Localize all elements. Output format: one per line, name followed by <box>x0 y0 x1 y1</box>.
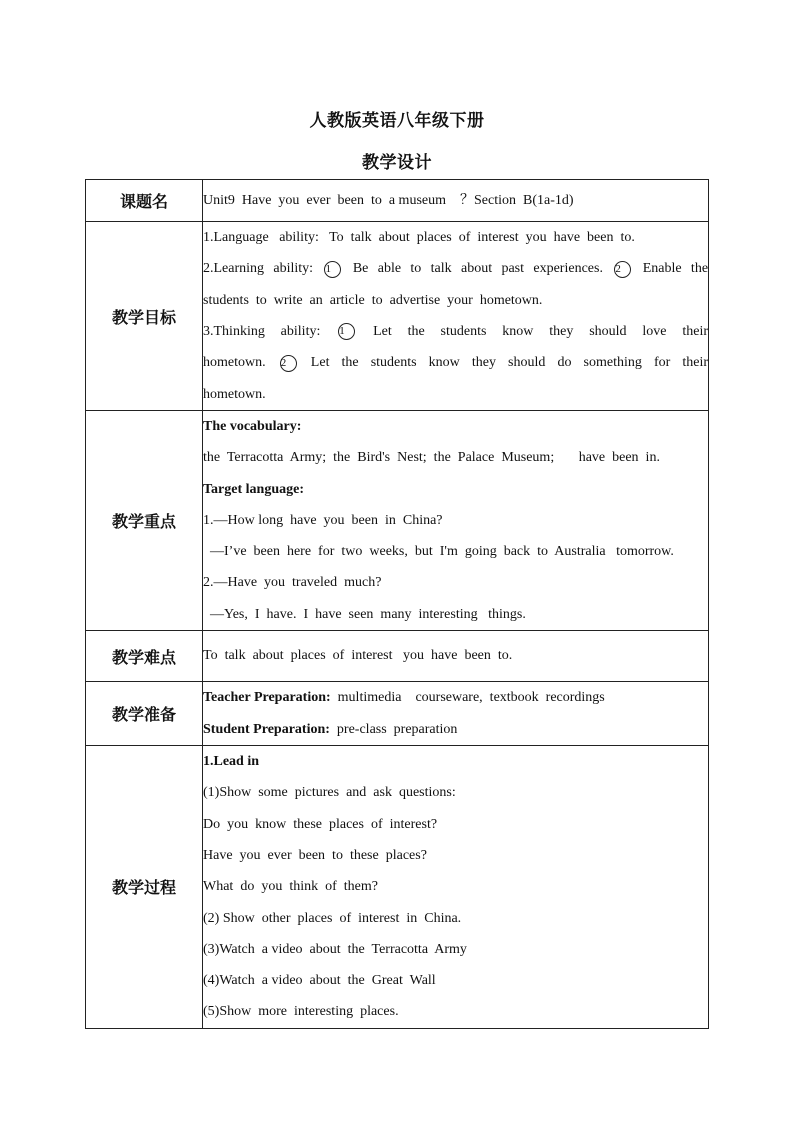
process-content <box>203 746 709 1029</box>
process-item: (3)Watch a video about the Terracotta Army <box>203 941 467 957</box>
objectives-label: 教学目标 <box>86 222 203 411</box>
process-label: 教学过程 <box>86 746 203 1029</box>
objective-text: Let the students know they should do something for their <box>310 355 709 371</box>
teacher-preparation <box>203 682 708 713</box>
objective-line <box>203 253 708 284</box>
student-preparation-label: Student Preparation: <box>203 721 330 737</box>
objective-line: students to write an article to advertise your hometown. <box>203 292 543 308</box>
dialogue-line: 1.—How long have you been in China? <box>203 512 443 528</box>
process-item: Do you know these places of interest? <box>203 816 438 832</box>
dialogue-line: —I’ve been here for two weeks, but I'm going back to Australia tomorrow. <box>210 544 674 560</box>
objective-text: Be able to talk about past experiences. <box>352 261 603 277</box>
objective-line: hometown. <box>203 386 266 402</box>
document-subtitle: 教学设计 <box>362 153 432 173</box>
table-row <box>86 631 709 682</box>
preparation-label: 教学准备 <box>86 682 203 746</box>
difficulties-text: To talk about places of interest you have been to. <box>203 648 513 664</box>
key-points-content <box>203 411 709 631</box>
objective-line <box>203 347 708 378</box>
document-title: 人教版英语八年级下册 <box>309 111 485 131</box>
objective-text: hometown. <box>203 355 266 371</box>
objective-text: Let the students know they should love their <box>373 324 709 339</box>
table-row <box>86 746 709 1029</box>
teacher-preparation-text: multimedia courseware, textbook recordings <box>337 690 605 706</box>
objectives-content <box>203 222 709 411</box>
circled-number: 2 <box>280 355 297 372</box>
topic-text: Unit9 Have you ever been to a museum ？Section B(1a-1d) <box>203 192 574 208</box>
circled-number: 2 <box>614 261 631 278</box>
key-points-label: 教学重点 <box>86 411 203 631</box>
vocabulary-heading: The vocabulary: <box>203 419 302 434</box>
target-language-heading: Target language: <box>203 481 304 497</box>
difficulties-content <box>203 631 709 682</box>
process-item: (2) Show other places of interest in China. <box>203 910 462 926</box>
process-item: Have you ever been to these places? <box>203 847 427 863</box>
objective-line <box>203 316 708 347</box>
process-item: (4)Watch a video about the Great Wall <box>203 973 436 989</box>
table-row <box>86 411 709 631</box>
process-item: (1)Show some pictures and ask questions: <box>203 785 456 801</box>
objective-line: 1.Language ability: To talk about places of interest you have been to. <box>203 230 635 246</box>
lesson-plan-table <box>85 179 709 1029</box>
objective-text: 3.Thinking ability: <box>203 324 321 339</box>
process-item: (5)Show more interesting places. <box>203 1004 399 1020</box>
process-item: What do you think of them? <box>203 879 378 895</box>
topic-content <box>203 180 709 222</box>
objective-text: Enable the <box>642 261 709 277</box>
objective-text: 2.Learning ability: <box>203 261 314 277</box>
topic-label: 课题名 <box>86 180 203 222</box>
difficulties-label: 教学难点 <box>86 631 203 682</box>
student-preparation-text: pre-class preparation <box>336 721 458 737</box>
student-preparation <box>203 714 708 745</box>
table-row <box>86 222 709 411</box>
teacher-preparation-label: Teacher Preparation: <box>203 690 331 706</box>
dialogue-line: —Yes, I have. I have seen many interesting things. <box>210 606 526 622</box>
circled-number: 1 <box>324 261 341 278</box>
preparation-content <box>203 682 709 746</box>
circled-number: 1 <box>338 323 355 340</box>
table-row <box>86 682 709 746</box>
process-heading: 1.Lead in <box>203 754 260 770</box>
dialogue-line: 2.—Have you traveled much? <box>203 575 382 591</box>
vocabulary-text: the Terracotta Army; the Bird's Nest; the Palace Museum; have been in. <box>203 450 660 466</box>
table-row <box>86 180 709 222</box>
